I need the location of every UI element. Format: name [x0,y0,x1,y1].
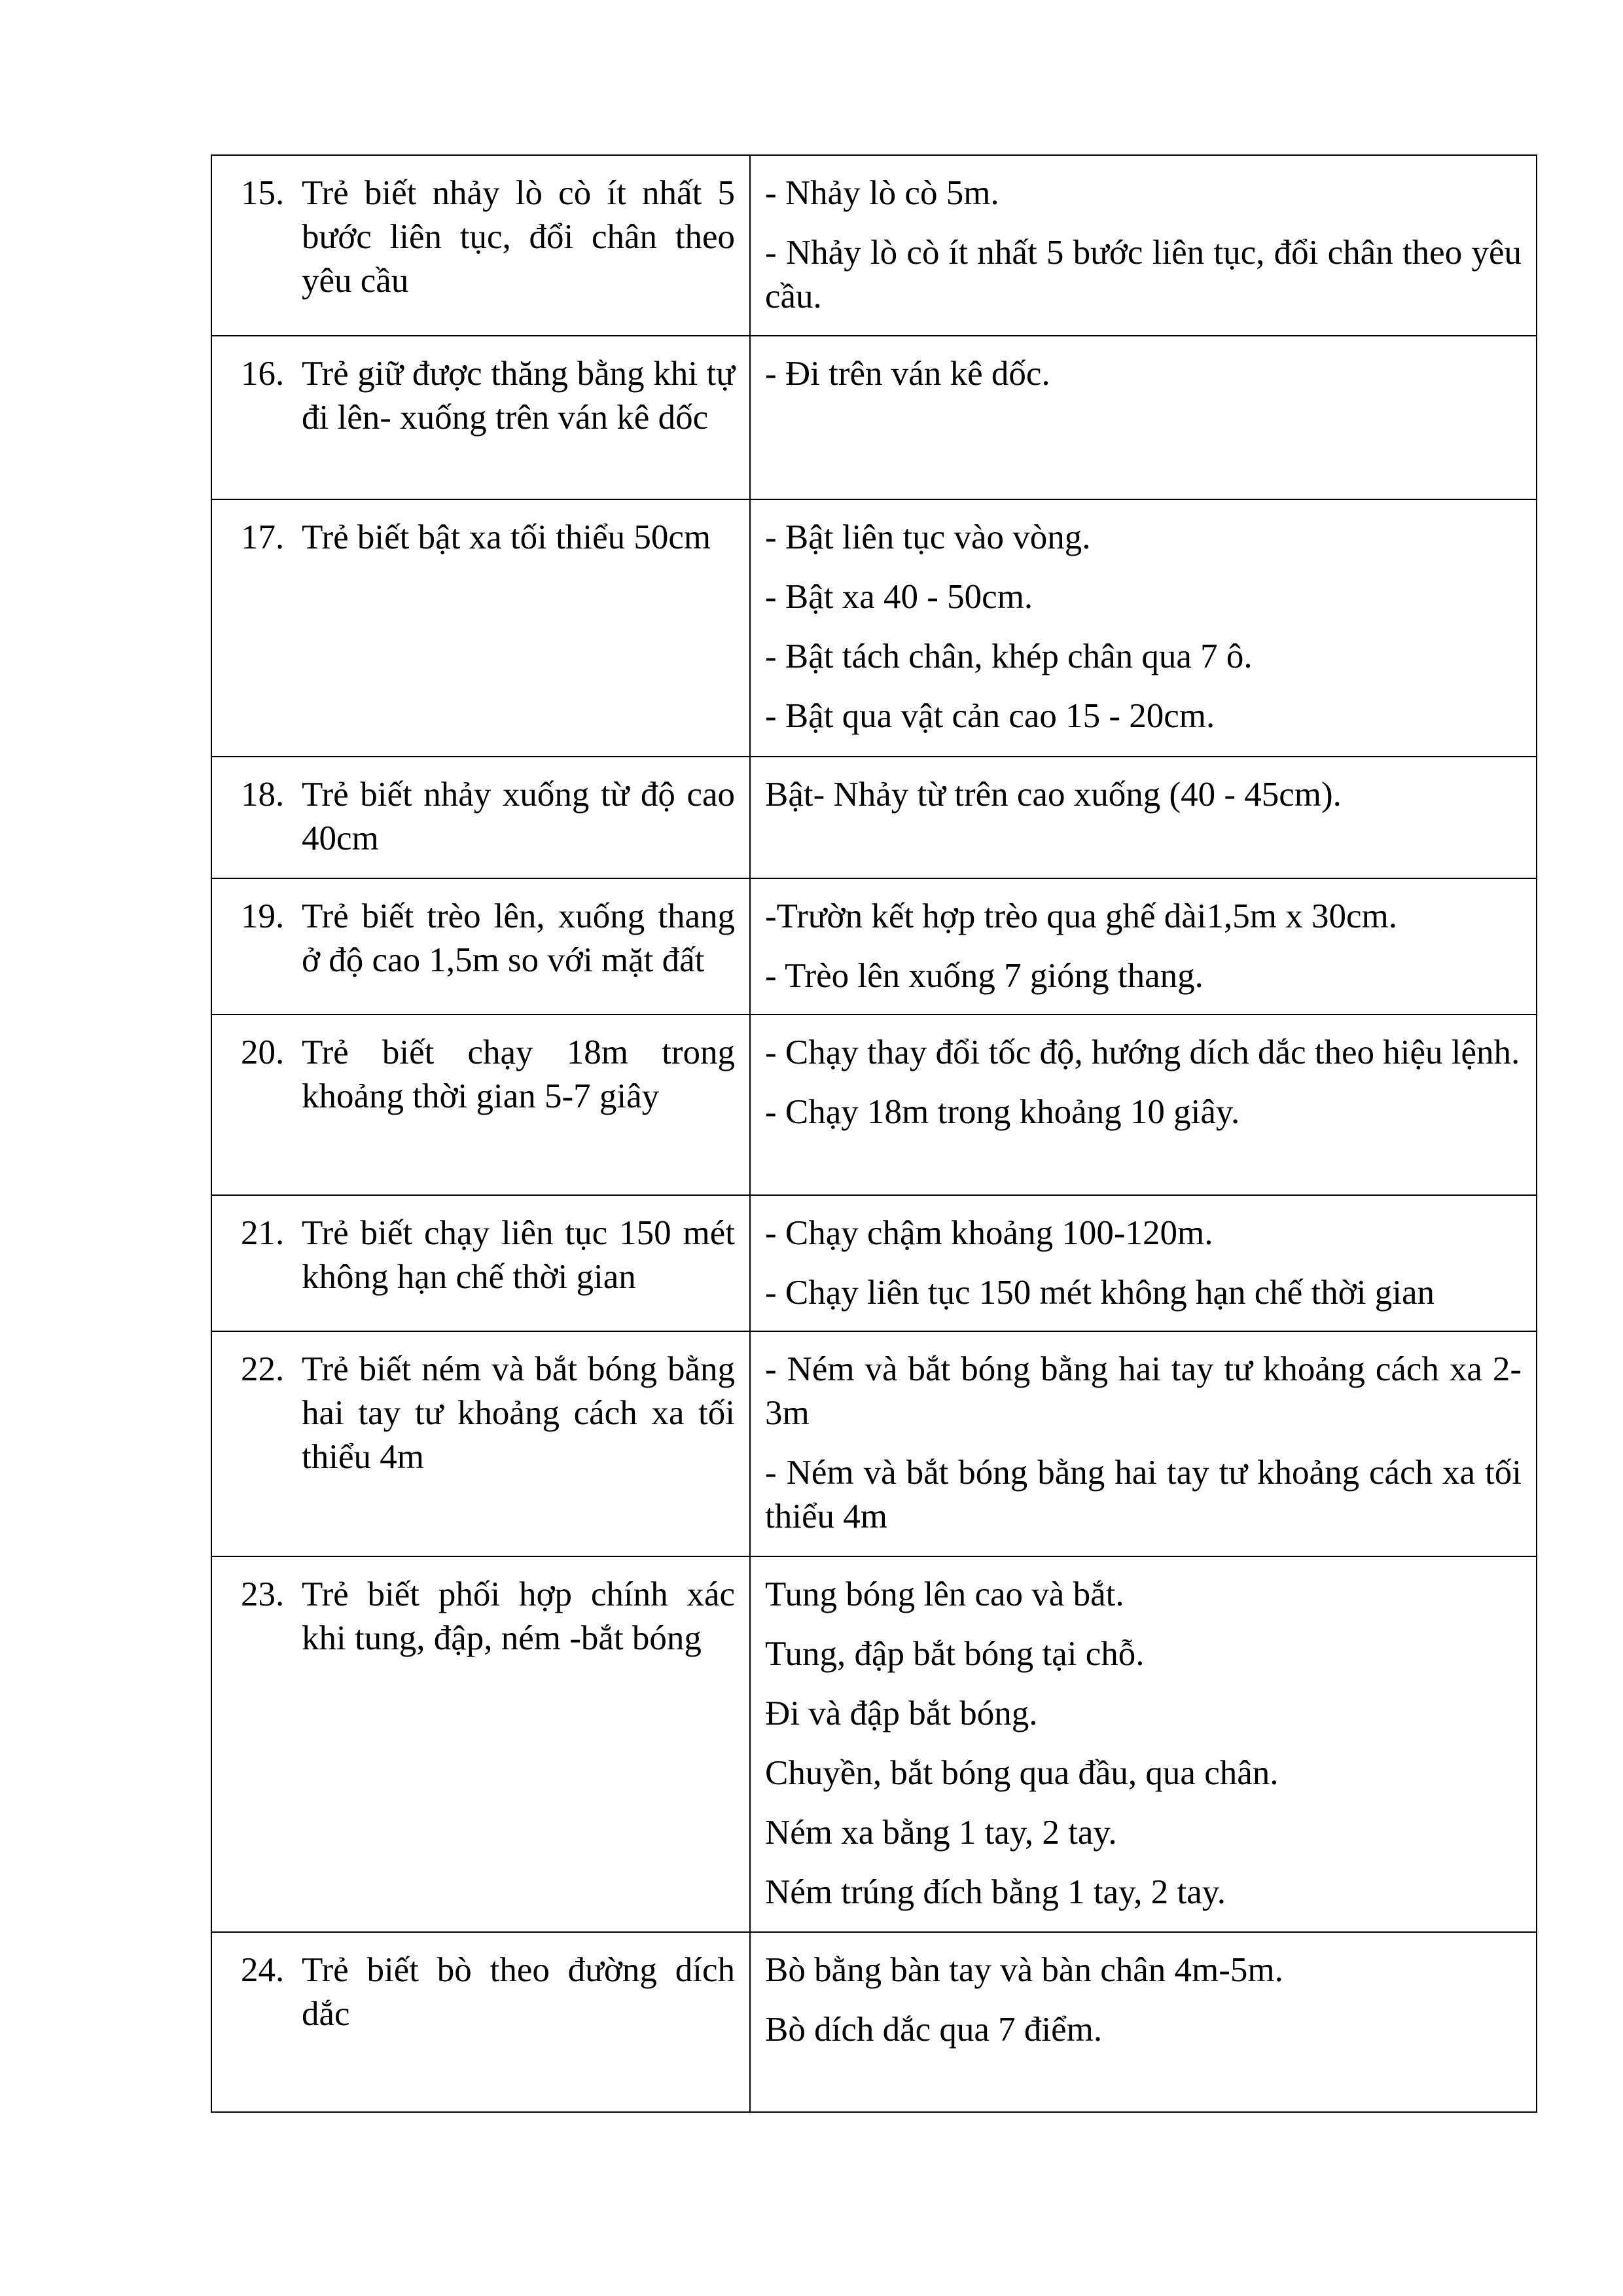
activities-cell [750,1932,1537,2112]
goal-cell [211,336,750,499]
goal-cell [211,1195,750,1331]
goal-text: Trẻ biết chạy liên tục 150 mét không hạn chế thời gian [302,1214,735,1296]
goal-number: 23. [241,1575,285,1613]
activity-item: Tung, đập bắt bóng tại chỗ. [765,1635,1145,1673]
goal-number: 24. [241,1951,285,1989]
goal-text: Trẻ biết trèo lên, xuống thang ở độ cao 1,5m so với mặt đất [302,897,735,979]
table-row [211,499,1537,757]
goal-text: Trẻ biết phối hợp chính xác khi tung, đập, ném -bắt bóng [302,1575,735,1657]
activity-item: -Trườn kết hợp trèo qua ghế dài1,5m x 30cm. [765,897,1398,935]
activities-cell [750,1195,1537,1331]
table-row [211,155,1537,336]
goal-item [226,1031,735,1119]
activity-item: - Nhảy lò cò 5m. [765,174,999,212]
goal-cell [211,499,750,757]
activity-item: - Ném và bắt bóng bằng hai tay tư khoảng cách xa tối thiểu 4m [765,1454,1522,1535]
activities-cell [750,1556,1537,1932]
activities-cell [750,336,1537,499]
goal-cell [211,757,750,878]
table-body [211,155,1537,2112]
activities-cell [750,155,1537,336]
table-row [211,1331,1537,1556]
goal-text: Trẻ giữ được thăng bằng khi tự đi lên- xuống trên ván kê dốc [302,355,735,437]
table-row [211,1932,1537,2112]
activities-cell [750,1014,1537,1195]
goal-item [226,1573,735,1660]
goal-text: Trẻ biết nhảy lò cò ít nhất 5 bước liên tục, đổi chân theo yêu cầu [302,174,735,300]
activities-cell [750,878,1537,1014]
goal-number: 22. [241,1350,285,1388]
goal-cell [211,878,750,1014]
activity-item: - Bật liên tục vào vòng. [765,518,1091,556]
goal-text: Trẻ biết chạy 18m trong khoảng thời gian 5-7 giây [302,1033,735,1115]
activity-item: Chuyền, bắt bóng qua đầu, qua chân. [765,1754,1279,1792]
goal-item [226,1948,735,2036]
table-row [211,1195,1537,1331]
goal-cell [211,1331,750,1556]
goal-number: 17. [241,518,285,556]
activity-item: - Chạy chậm khoảng 100-120m. [765,1214,1213,1252]
goal-number: 20. [241,1033,285,1071]
table-row [211,757,1537,878]
activity-item: - Trèo lên xuống 7 gióng thang. [765,957,1204,995]
table-row [211,336,1537,499]
goal-cell [211,155,750,336]
goal-text: Trẻ biết nhảy xuống từ độ cao 40cm [302,776,735,857]
table-row [211,1014,1537,1195]
table-row [211,878,1537,1014]
activity-item: - Bật tách chân, khép chân qua 7 ô. [765,637,1253,675]
goal-number: 18. [241,776,285,814]
goal-item [226,1348,735,1479]
goals-activities-table [211,154,1537,2113]
goal-text: Trẻ biết ném và bắt bóng bằng hai tay tư khoảng cách xa tối thiểu 4m [302,1350,735,1476]
goal-number: 21. [241,1214,285,1252]
activity-item: - Chạy 18m trong khoảng 10 giây. [765,1093,1240,1131]
goal-item [226,773,735,861]
goal-cell [211,1014,750,1195]
goal-number: 15. [241,174,285,212]
activities-cell [750,757,1537,878]
activity-item: Bò bằng bàn tay và bàn chân 4m-5m. [765,1951,1283,1989]
goal-item [226,171,735,303]
activity-item: Tung bóng lên cao và bắt. [765,1575,1124,1613]
activity-item: - Nhảy lò cò ít nhất 5 bước liên tục, đổi chân theo yêu cầu. [765,234,1522,315]
activity-item: - Bật xa 40 - 50cm. [765,578,1033,616]
goal-text: Trẻ biết bật xa tối thiểu 50cm [302,518,711,556]
table-row [211,1556,1537,1932]
goal-cell [211,1932,750,2112]
goal-item [226,895,735,982]
activity-item: Ném trúng đích bằng 1 tay, 2 tay. [765,1873,1226,1911]
activities-cell [750,499,1537,757]
activity-item: Bật- Nhảy từ trên cao xuống (40 - 45cm). [765,776,1342,814]
activities-cell [750,1331,1537,1556]
goal-text: Trẻ biết bò theo đường dích dắc [302,1951,735,2033]
activity-item: - Đi trên ván kê dốc. [765,355,1050,393]
goal-item [226,352,735,440]
activity-item: - Chạy liên tục 150 mét không hạn chế thời gian [765,1274,1435,1312]
goal-item [226,1211,735,1299]
goal-cell [211,1556,750,1932]
activity-item: - Chạy thay đổi tốc độ, hướng dích dắc theo hiệu lệnh. [765,1033,1520,1071]
activity-item: - Ném và bắt bóng bằng hai tay tư khoảng cách xa 2-3m [765,1350,1522,1432]
activity-item: Bò dích dắc qua 7 điểm. [765,2011,1103,2049]
goal-number: 19. [241,897,285,935]
activity-item: Ném xa bằng 1 tay, 2 tay. [765,1814,1117,1852]
goal-number: 16. [241,355,285,393]
activity-item: Đi và đập bắt bóng. [765,1695,1038,1732]
activity-item: - Bật qua vật cản cao 15 - 20cm. [765,697,1215,735]
goal-item [226,516,735,560]
